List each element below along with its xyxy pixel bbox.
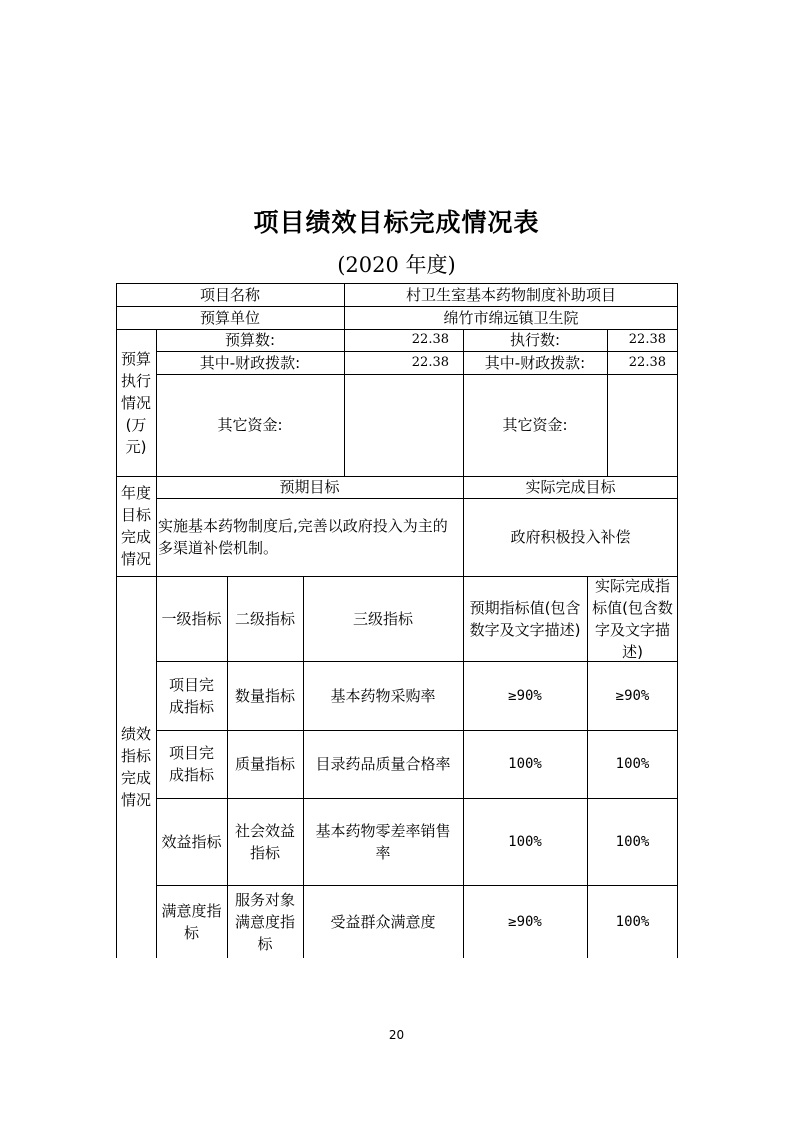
header-actual: 实际完成指标值(包含数字及文字描述)	[592, 576, 673, 661]
table-line	[156, 498, 678, 499]
exec-count-value: 22.38	[628, 332, 666, 347]
table-line	[116, 329, 678, 330]
indicator-level2: 社会效益指标	[234, 821, 295, 862]
header-level2: 二级指标	[234, 609, 295, 628]
table-line	[156, 351, 678, 352]
indicator-actual: 100%	[615, 833, 650, 850]
actual-goal-label: 实际完成目标	[525, 478, 616, 496]
table-line	[303, 576, 304, 958]
table-line	[116, 306, 678, 307]
table-line	[116, 476, 678, 477]
indicator-expected: 100%	[508, 756, 542, 772]
table-line	[677, 283, 678, 958]
other-funds-label-1: 其它资金:	[217, 416, 283, 434]
table-line	[587, 576, 588, 958]
actual-goal-text: 政府积极投入补偿	[510, 528, 631, 546]
indicator-level3: 目录药品质量合格率	[315, 755, 451, 773]
budget-count-value: 22.38	[411, 332, 449, 347]
table-line	[116, 576, 678, 577]
indicator-expected: ≥90%	[508, 913, 542, 930]
indicator-level3: 基本药物采购率	[330, 686, 436, 705]
header-expected: 预期指标值(包含数字及文字描述)	[469, 598, 581, 639]
table-line	[463, 576, 464, 958]
indicator-level1: 项目完成指标	[168, 744, 214, 784]
page-number: 20	[388, 1028, 405, 1042]
budget-exec-label: 预算执行情况(万元)	[120, 349, 151, 456]
indicator-actual: 100%	[615, 756, 650, 772]
annual-label: 年度目标完成情况	[120, 484, 151, 568]
fiscal-value-2: 22.38	[628, 354, 666, 370]
budget-unit-value: 绵竹市绵远镇卫生院	[443, 308, 579, 327]
fiscal-label-1: 其中-财政拨款:	[199, 353, 301, 372]
table-line	[463, 476, 464, 576]
budget-unit-label: 预算单位	[199, 308, 260, 327]
indicator-level3: 受益群众满意度	[330, 912, 436, 931]
table-line	[156, 374, 678, 375]
table-line	[156, 730, 678, 731]
fiscal-value-1: 22.38	[411, 354, 449, 370]
table-line	[156, 661, 678, 662]
indicator-level1: 效益指标	[161, 832, 222, 851]
table-line	[156, 885, 678, 886]
table-line	[156, 329, 157, 958]
project-name-value: 村卫生室基本药物制度补助项目	[405, 285, 616, 304]
indicator-expected: ≥90%	[508, 687, 542, 704]
table-line	[116, 283, 117, 958]
table-line	[116, 283, 678, 284]
indicator-level2: 质量指标	[234, 755, 295, 773]
indicator-level2: 数量指标	[234, 686, 295, 705]
header-level3: 三级指标	[352, 609, 413, 628]
indicator-level2: 服务对象满意度指标	[234, 890, 295, 953]
perf-label: 绩效指标完成情况	[120, 725, 151, 809]
indicator-level1: 满意度指标	[161, 901, 222, 942]
indicator-expected: 100%	[508, 833, 542, 850]
project-name-label: 项目名称	[199, 285, 260, 304]
other-funds-label-2: 其它资金:	[502, 416, 568, 434]
budget-count-label: 预算数:	[224, 331, 276, 349]
page-subtitle: (2020 年度)	[337, 253, 456, 277]
table-line	[463, 329, 464, 476]
exec-count-label: 执行数:	[509, 331, 561, 349]
table-line	[156, 798, 678, 799]
indicator-level3: 基本药物零差率销售率	[315, 821, 451, 862]
expected-goal-label: 预期目标	[279, 478, 340, 496]
header-level1: 一级指标	[161, 609, 222, 628]
table-line	[344, 283, 345, 329]
indicator-actual: 100%	[615, 913, 650, 930]
expected-goal-text: 实施基本药物制度后,完善以政府投入为主的多渠道补偿机制。	[158, 517, 448, 557]
page-title: 项目绩效目标完成情况表	[253, 208, 540, 237]
table-line	[607, 329, 608, 476]
table-line	[344, 329, 345, 476]
indicator-actual: ≥90%	[615, 687, 650, 704]
fiscal-label-2: 其中-财政拨款:	[484, 353, 586, 372]
indicator-level1: 项目完成指标	[168, 675, 214, 716]
table-line	[227, 576, 228, 958]
